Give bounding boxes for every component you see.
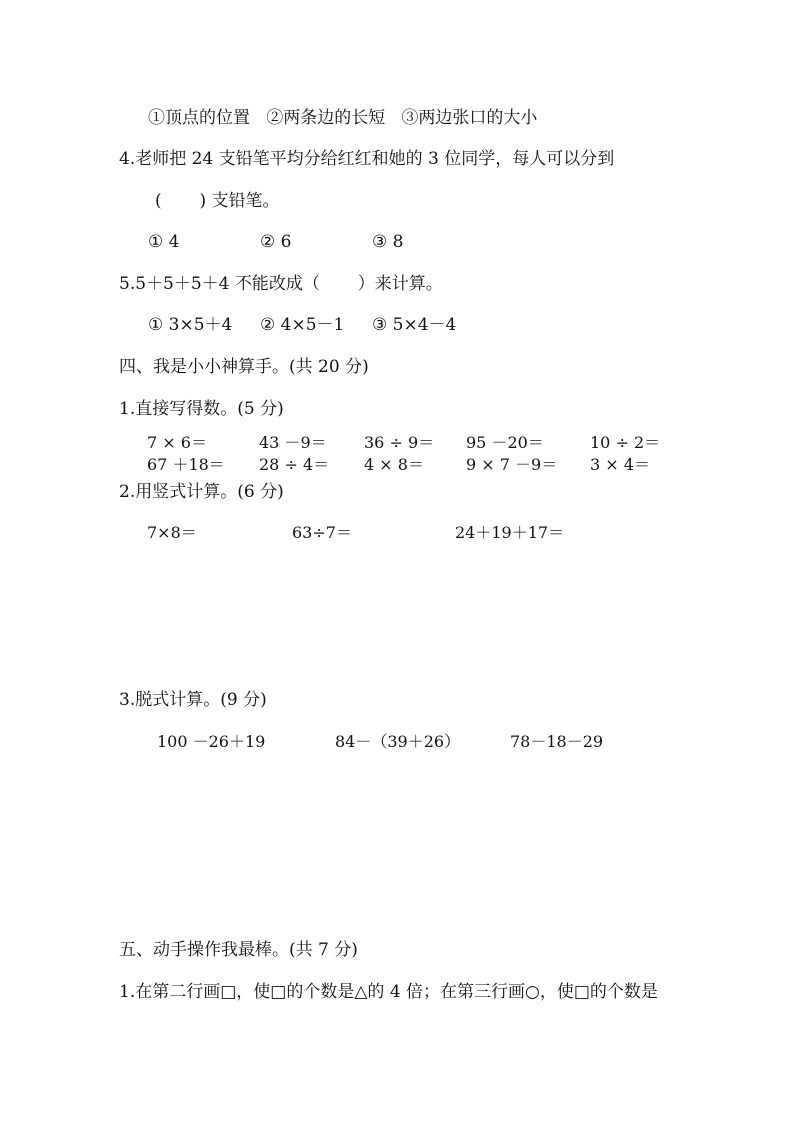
- q5-option-2: ② 4×5－1: [260, 315, 345, 335]
- calc-cell: 43 －9＝: [259, 433, 327, 452]
- calc-cell: 3 × 4＝: [590, 455, 650, 474]
- section4-title: 四、我是小小神算手。(共 20 分): [119, 357, 369, 377]
- q3-options: ①顶点的位置 ②两条边的长短 ③两边张口的大小: [148, 108, 538, 128]
- q5-text: 5.5＋5＋5＋4 不能改成（ ）来计算。: [119, 274, 443, 294]
- calc-cell: 9 × 7 －9＝: [466, 455, 558, 474]
- s4-p1-title: 1.直接写得数。(5 分): [119, 399, 284, 419]
- s4-p2-title: 2.用竖式计算。(6 分): [119, 482, 284, 502]
- q4-option-2: ② 6: [260, 232, 292, 252]
- q5-option-1: ① 3×5＋4: [148, 315, 233, 335]
- s4-p2-item-3: 24＋19＋17＝: [455, 523, 565, 542]
- s4-p1-row2: [0, 452, 794, 472]
- q4-option-3: ③ 8: [372, 232, 404, 252]
- calc-cell: 7 × 6＝: [147, 433, 207, 452]
- s4-p2-item-2: 63÷7＝: [292, 523, 352, 542]
- s4-p2-item-1: 7×8＝: [147, 523, 197, 542]
- s4-p3-item-1: 100 －26＋19: [157, 732, 266, 751]
- s4-p3-item-3: 78－18－29: [510, 732, 604, 751]
- s5-q1-text: 1.在第二行画□，使□的个数是△的 4 倍；在第三行画○，使□的个数是: [119, 982, 658, 1002]
- calc-cell: 28 ÷ 4＝: [259, 455, 330, 474]
- section5-title: 五、动手操作我最棒。(共 7 分): [119, 940, 358, 960]
- calc-cell: 10 ÷ 2＝: [590, 433, 661, 452]
- q4-text: 4.老师把 24 支铅笔平均分给红红和她的 3 位同学，每人可以分到: [119, 149, 615, 169]
- s4-p3-title: 3.脱式计算。(9 分): [119, 690, 267, 710]
- calc-cell: 4 × 8＝: [364, 455, 424, 474]
- q4-option-1: ① 4: [148, 232, 180, 252]
- q4-blank-line: ( ) 支铅笔。: [155, 191, 280, 211]
- s4-p1-row1: [0, 430, 794, 450]
- s4-p3-item-2: 84－（39＋26）: [335, 732, 461, 751]
- calc-cell: 67 ＋18＝: [147, 455, 225, 474]
- calc-cell: 95 －20＝: [466, 433, 544, 452]
- q5-option-3: ③ 5×4－4: [372, 315, 457, 335]
- calc-cell: 36 ÷ 9＝: [364, 433, 435, 452]
